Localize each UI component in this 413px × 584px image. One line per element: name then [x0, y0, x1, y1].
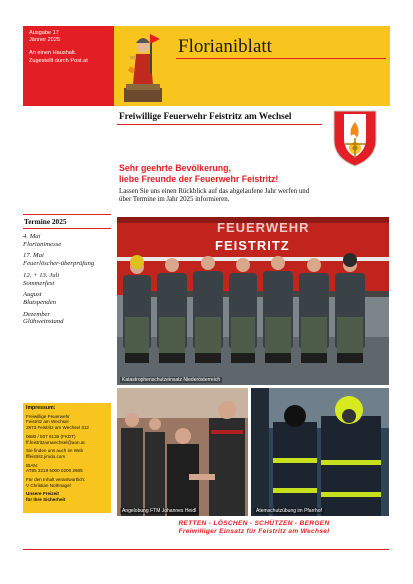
impressum-closing: für Ihre Sicherheit — [26, 497, 66, 503]
event-date: Dezember — [23, 310, 51, 318]
truck-sign-bottom: FEISTRITZ — [215, 238, 290, 253]
impressum-line: AT85 3219 5000 0200 2665 — [26, 468, 83, 474]
saint-florian-figure-icon — [120, 30, 166, 104]
impressum-line: 0680 / 507 6136 (FKDT) — [26, 433, 76, 439]
fire-brigade-crest-icon — [331, 108, 379, 168]
intro-text — [119, 188, 384, 205]
organization-name: Freiwillige Feuerwehr Feistritz am Wechsel — [119, 112, 292, 122]
impressum-email[interactable]: ff.feistritzamwechsel@aon.at — [26, 439, 85, 445]
group-photo-caption: Katastrophenschutzeinsatz Niederösterreich — [122, 377, 221, 383]
event-item — [23, 272, 111, 287]
event-name: Feuerlöscher-überprüfung — [23, 260, 95, 268]
event-item — [23, 252, 111, 267]
event-name: Glühweinstand — [23, 318, 64, 326]
impressum-line: 2873 Feistritz am Wechsel 312 — [26, 425, 89, 431]
impressum-line: IBAN: — [26, 462, 38, 468]
events-panel — [23, 214, 111, 330]
ceremony-photo-caption: Angelobung FTM Johannes Heidl — [122, 508, 197, 514]
newsletter-title: Florianiblatt — [178, 36, 272, 57]
impressum-closing: Unsere Freizeit — [26, 491, 59, 497]
truck-sign-top: FEUERWEHR — [217, 220, 310, 235]
ceremony-photo — [117, 388, 248, 516]
event-date: 4. Mai — [23, 233, 41, 240]
events-title: Termine 2025 — [23, 214, 111, 229]
event-date: 17. Mai — [23, 252, 44, 260]
event-item — [23, 291, 111, 306]
impressum-line: Sie finden uns auch im Web — [26, 448, 84, 454]
household-note-2: Zugestellt durch Post.at — [29, 57, 88, 64]
intro-line-1: Lassen Sie uns einen Rückblick auf das abgelaufene Jahr werfen und — [119, 188, 310, 195]
greeting-line-1: Sehr geehrte Bevölkerung, — [119, 163, 231, 173]
slogan — [119, 520, 389, 536]
exercise-photo-illustration — [251, 388, 389, 516]
title-rule — [176, 58, 386, 59]
exercise-photo — [251, 388, 389, 516]
impressum-box — [23, 403, 111, 513]
event-item — [23, 233, 111, 248]
group-photo — [117, 217, 389, 385]
issue-number: Ausgabe 17 — [29, 30, 59, 36]
intro-line-2: über Termine im Jahr 2025 informieren. — [119, 196, 230, 204]
organization-rule — [117, 124, 322, 125]
issue-date: Jänner 2025 — [29, 37, 61, 44]
impressum-line: V Christian Nothnagel — [26, 482, 71, 488]
impressum-line: Freiwillige Feuerwehr — [26, 413, 70, 419]
impressum-website[interactable]: fffeistritz.jimdo.com — [26, 453, 66, 459]
event-name: Sommerfest — [23, 279, 55, 287]
masthead-info-box — [23, 26, 114, 106]
impressum-line: Für den Inhalt verantwortlich: — [26, 477, 86, 483]
event-item — [23, 311, 111, 326]
event-date: August — [23, 291, 42, 299]
greeting-heading — [119, 163, 278, 185]
impressum-title: Impressum: — [26, 405, 56, 411]
exercise-photo-caption: Atemschutzübung im Pfarrhof — [256, 508, 322, 514]
household-note-1: An einen Haushalt. — [29, 50, 77, 57]
ceremony-photo-illustration — [117, 388, 248, 516]
slogan-line-2: Freiwilliger Einsatz für Feistritz am Wechsel — [178, 528, 330, 535]
event-name: Blutspenden — [23, 298, 57, 306]
impressum-line: Feistritz am Wechsel — [26, 419, 69, 425]
event-name: Florianimesse — [23, 240, 62, 248]
greeting-line-2: liebe Freunde der Feuerwehr Feistritz! — [119, 174, 279, 184]
slogan-line-1: RETTEN - LÖSCHEN - SCHÜTZEN - BERGEN — [178, 520, 330, 527]
event-date: 12. + 13. Juli — [23, 271, 60, 279]
bottom-rule — [23, 549, 389, 550]
